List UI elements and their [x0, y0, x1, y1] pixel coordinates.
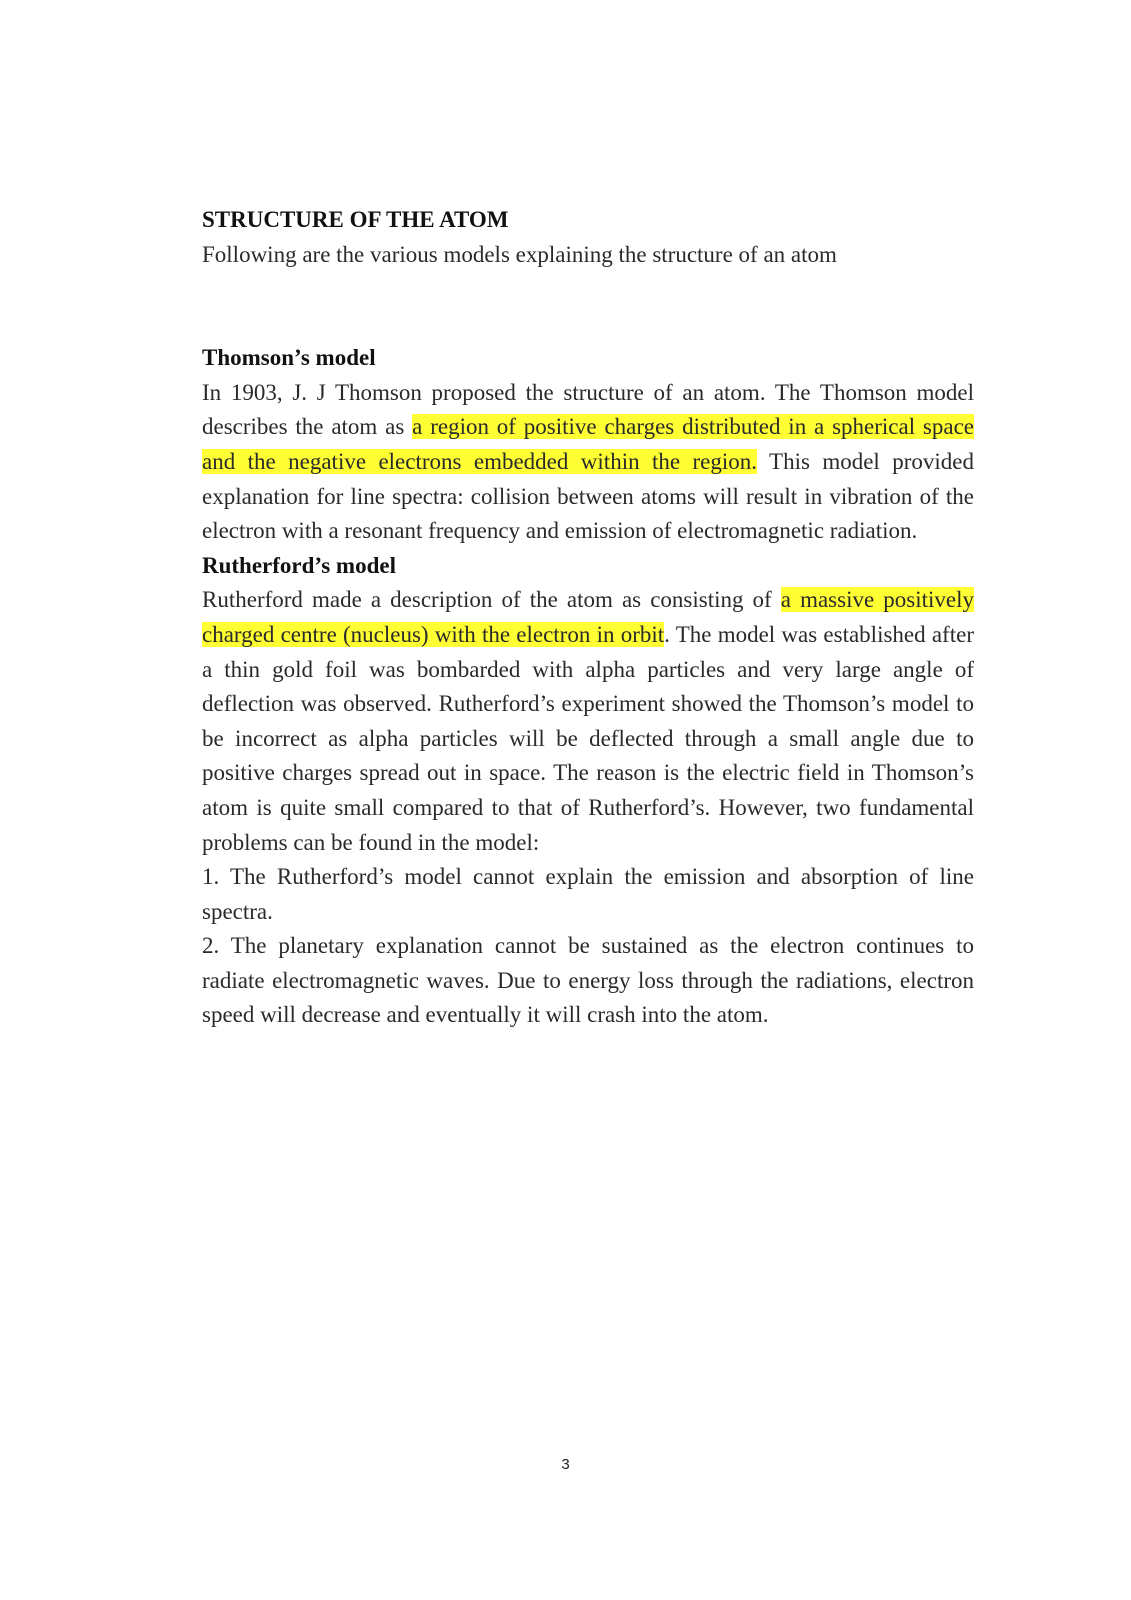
section-spacer [202, 272, 974, 341]
problem-item-1: 1. The Rutherford’s model cannot explain the emission and absorption of line spectra. [202, 864, 974, 924]
thomson-highlight: a region of positive charges distributed in a spherical space and the negative electrons embedded within the region. [202, 414, 974, 474]
rutherford-paragraph [202, 583, 974, 860]
page-content [202, 203, 974, 1033]
rutherford-highlight: a massive positively charged centre (nucleus) with the electron in orbit [202, 587, 974, 647]
intro-text: Following are the various models explaining the structure of an atom [202, 241, 837, 267]
rutherford-heading: Rutherford’s model [202, 552, 396, 578]
thomson-paragraph [202, 376, 974, 549]
page-number: 3 [561, 1456, 570, 1473]
rutherford-text-before: Rutherford made a description of the atom as consisting of [202, 587, 781, 613]
thomson-text-before: In 1903, J. J Thomson proposed the structure of an atom. The Thomson model describes the atom as [202, 379, 974, 440]
thomson-heading: Thomson’s model [202, 345, 376, 371]
thomson-text-after: This model provided explanation for line spectra: collision between atoms will result in vibration of the electron with a resonant frequency and emission of electromagnetic radiation. [202, 448, 974, 544]
rutherford-text-after: . The model was established after a thin gold foil was bombarded with alpha particles and very large angle of deflection was observed. Rutherford’s experiment showed the Thomson’s model to be incorrect as alpha particles will be deflected through a small angle due to positive charges spread out in space. The reason is the electric field in Thomson’s atom is quite small compared to that of Rutherford’s. However, two fundamental problems can be found in the model: [202, 621, 974, 855]
problem-item-2: 2. The planetary explanation cannot be sustained as the electron continues to radiate electromagnetic waves. Due to energy loss through the radiations, electron speed will decrease and eventually it will crash into the atom. [202, 933, 974, 1028]
page-title: STRUCTURE OF THE ATOM [202, 207, 509, 232]
